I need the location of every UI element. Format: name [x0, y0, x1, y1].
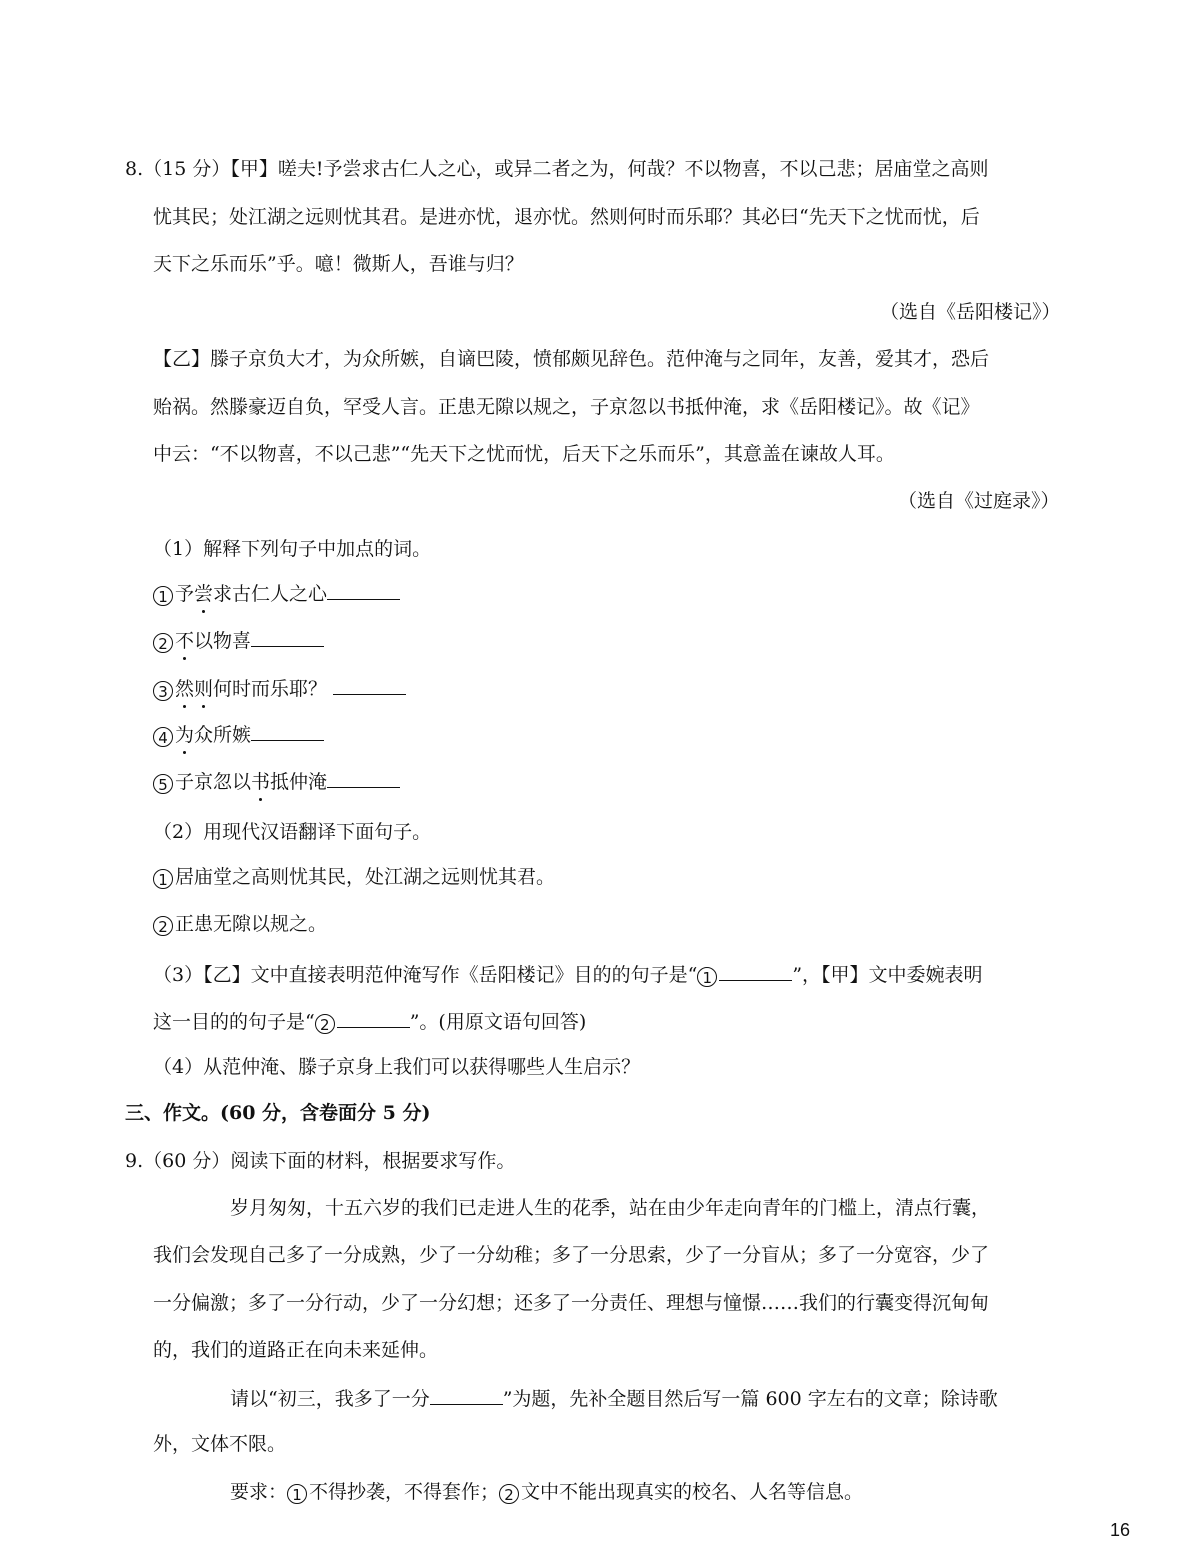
circled-number: 1 [697, 967, 717, 987]
q8-jia-line-2: 忧其民；处江湖之远则忧其君。是进亦忧，退亦忧。然则何时而乐耶？其必曰“先天下之忧而忧，后 [153, 206, 980, 228]
q8-part1-title: （1）解释下列句子中加点的词。 [153, 538, 432, 560]
dotted-character: 则 [194, 678, 214, 700]
q8-part2-item-2: 2 正患无隙以规之。 [153, 912, 327, 936]
q8-yi-line-3: 中云：“不以物喜，不以己悲”“先天下之忧而忧，后天下之乐而乐”，其意盖在谏故人耳。 [153, 443, 895, 465]
page-number: 16 [1110, 1520, 1131, 1540]
circled-number: 1 [287, 1484, 307, 1504]
answer-blank[interactable] [251, 627, 324, 647]
q8-part1-item-4: 4 为众所嫉 [153, 721, 324, 747]
answer-blank[interactable] [327, 580, 400, 600]
q8-part4: （4）从范仲淹、滕子京身上我们可以获得哪些人生启示？ [153, 1056, 641, 1078]
circled-number: 5 [153, 774, 173, 794]
q9-requirements: 要求： 1 不得抄袭，不得套作； 2 文中不能出现真实的校名、人名等信息。 [230, 1481, 864, 1504]
circled-number: 2 [499, 1484, 519, 1504]
q8-yi-source: （选自《过庭录》） [898, 490, 1060, 512]
q8-part2-title: （2）用现代汉语翻译下面句子。 [153, 821, 432, 843]
q8-part1-item-2: 2 不以物喜 [153, 627, 324, 653]
q9-task-line-1: 请以“初三，我多了一分 ”为题，先补全题目然后写一篇 600 字左右的文章；除诗歌 [230, 1385, 998, 1411]
circled-number: 1 [153, 586, 173, 606]
q9-material-line-3: 一分偏激；多了一分行动，少了一分幻想；还多了一分责任、理想与憧憬……我们的行囊变得沉甸甸 [153, 1292, 990, 1314]
q8-yi-line-2: 贻祸。然滕豪迈自负，罕受人言。正患无隙以规之，子京忽以书抵仲淹，求《岳阳楼记》。故《记》 [153, 396, 980, 418]
answer-blank[interactable] [337, 1008, 410, 1028]
dotted-character: 书 [251, 771, 271, 793]
q8-jia-line-3: 天下之乐而乐”乎。噫！微斯人，吾谁与归？ [153, 253, 524, 275]
q8-part2-item-1: 1 居庙堂之高则忧其民，处江湖之远则忧其君。 [153, 865, 555, 889]
q8-part1-item-1: 1 予尝求古仁人之心 [153, 580, 400, 606]
title-blank[interactable] [430, 1385, 503, 1405]
dotted-character: 然 [175, 678, 195, 700]
answer-blank[interactable] [333, 675, 406, 695]
q8-part3-line-1: （3）【乙】文中直接表明范仲淹写作《岳阳楼记》目的的句子是“ 1 ”，【甲】文中委婉表明 [153, 961, 983, 987]
q8-jia-line-1: 8.（15 分）【甲】嗟夫!予尝求古仁人之心，或异二者之为，何哉？不以物喜，不以己悲；居庙堂之高则 [125, 158, 989, 180]
q8-part3-line-2: 这一目的的句子是“ 2 ”。(用原文语句回答) [153, 1008, 586, 1034]
q8-yi-line-1: 【乙】滕子京负大才，为众所嫉，自谪巴陵，愤郁颇见辞色。范仲淹与之同年，友善，爱其才，恐后 [153, 348, 990, 370]
section-3-heading: 三、作文。(60 分，含卷面分 5 分) [125, 1102, 431, 1124]
dotted-character: 为 [175, 724, 195, 746]
q9-task-line-2: 外，文体不限。 [153, 1433, 287, 1455]
circled-number: 4 [153, 727, 173, 747]
circled-number: 2 [153, 916, 173, 936]
circled-number: 2 [315, 1014, 335, 1034]
circled-number: 1 [153, 869, 173, 889]
q8-jia-source: （选自《岳阳楼记》） [880, 301, 1061, 323]
dotted-character: 不 [175, 630, 195, 652]
q9-heading: 9.（60 分）阅读下面的材料，根据要求写作。 [125, 1150, 516, 1172]
q9-material-line-1: 岁月匆匆，十五六岁的我们已走进人生的花季，站在由少年走向青年的门槛上，清点行囊， [230, 1197, 991, 1219]
dotted-character: 尝 [194, 583, 214, 605]
circled-number: 3 [153, 681, 173, 701]
q8-part1-item-3: 3 然则何时而乐耶？ [153, 675, 406, 701]
circled-number: 2 [153, 633, 173, 653]
answer-blank[interactable] [719, 961, 792, 981]
q9-material-line-4: 的，我们的道路正在向未来延伸。 [153, 1339, 439, 1361]
answer-blank[interactable] [327, 768, 400, 788]
q8-part1-item-5: 5 子京忽以书抵仲淹 [153, 768, 400, 794]
answer-blank[interactable] [251, 721, 324, 741]
q9-material-line-2: 我们会发现自己多了一分成熟，少了一分幼稚；多了一分思索，少了一分盲从；多了一分宽容，少了 [153, 1244, 990, 1266]
